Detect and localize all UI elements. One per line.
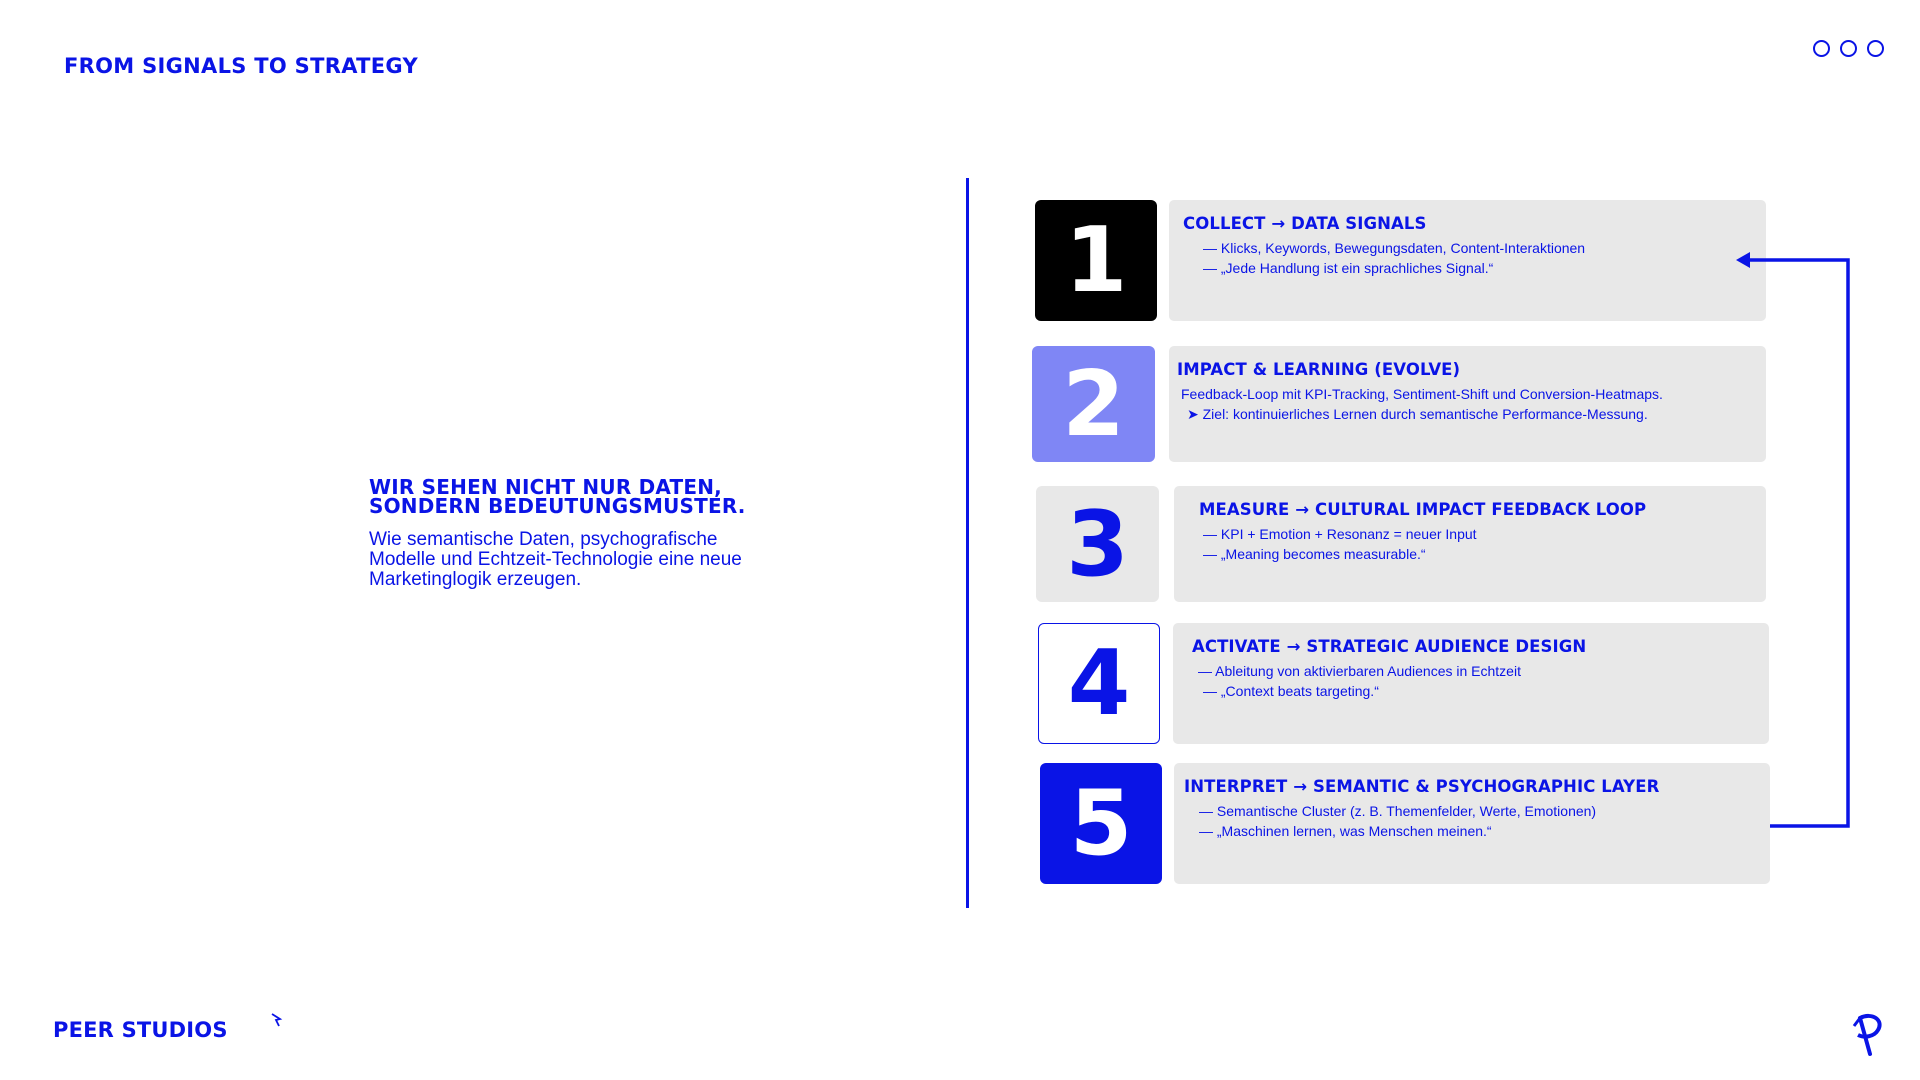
step-detail: — Ableitung von aktivierbaren Audiences in Echtzeit (1198, 663, 1521, 679)
step-detail: ➤ Ziel: kontinuierliches Lernen durch semantische Performance-Messung. (1187, 406, 1648, 422)
step-detail: — „Maschinen lernen, was Menschen meinen.“ (1199, 823, 1492, 839)
step-detail: — „Jede Handlung ist ein sprachliches Signal.“ (1203, 260, 1494, 276)
step-detail: — Klicks, Keywords, Bewegungsdaten, Content-Interaktionen (1203, 240, 1586, 256)
brand-name: PEER STUDIOS (53, 1018, 228, 1042)
step-number-2: 2 (1032, 346, 1155, 462)
step-title: IMPACT & LEARNING (EVOLVE) (1177, 360, 1461, 379)
step-title: INTERPRET → SEMANTIC & PSYCHOGRAPHIC LAYER (1184, 777, 1660, 796)
lead-heading: WIR SEHEN NICHT NUR DATEN, SONDERN BEDEUTUNGSMUSTER. (369, 475, 746, 518)
step-card-5 (1174, 763, 1770, 884)
step-card-3 (1174, 486, 1766, 602)
step-card-2 (1169, 346, 1766, 462)
cursor-mark-icon (270, 1012, 284, 1028)
step-title: MEASURE → CULTURAL IMPACT FEEDBACK LOOP (1199, 500, 1647, 519)
step-card-4 (1173, 623, 1769, 744)
window-dot-icon (1867, 40, 1884, 57)
step-detail: — Semantische Cluster (z. B. Themenfelder, Werte, Emotionen) (1199, 803, 1597, 819)
step-card-1 (1169, 200, 1766, 321)
lead-block (369, 475, 789, 590)
step-title: ACTIVATE → STRATEGIC AUDIENCE DESIGN (1192, 637, 1587, 656)
page-title: FROM SIGNALS TO STRATEGY (64, 54, 418, 78)
window-dots (1813, 40, 1884, 57)
step-number-3: 3 (1036, 486, 1159, 602)
step-number-4: 4 (1038, 623, 1160, 744)
window-dot-icon (1813, 40, 1830, 57)
step-number-5: 5 (1040, 763, 1162, 884)
step-detail: — „Context beats targeting.“ (1203, 683, 1379, 699)
step-number-1: 1 (1035, 200, 1157, 321)
vertical-divider (966, 178, 969, 908)
step-detail: — KPI + Emotion + Resonanz = neuer Input (1203, 526, 1477, 542)
lead-text: Wie semantische Daten, psychografische Modelle und Echtzeit-Technologie eine neue Marketinglogik erzeugen. (369, 529, 742, 590)
window-dot-icon (1840, 40, 1857, 57)
peer-logo-icon (1846, 1010, 1886, 1058)
step-detail: — „Meaning becomes measurable.“ (1203, 546, 1426, 562)
loop-arrow-icon (1730, 240, 1850, 840)
step-title: COLLECT → DATA SIGNALS (1183, 214, 1427, 233)
step-detail: Feedback-Loop mit KPI-Tracking, Sentiment-Shift und Conversion-Heatmaps. (1181, 386, 1663, 402)
